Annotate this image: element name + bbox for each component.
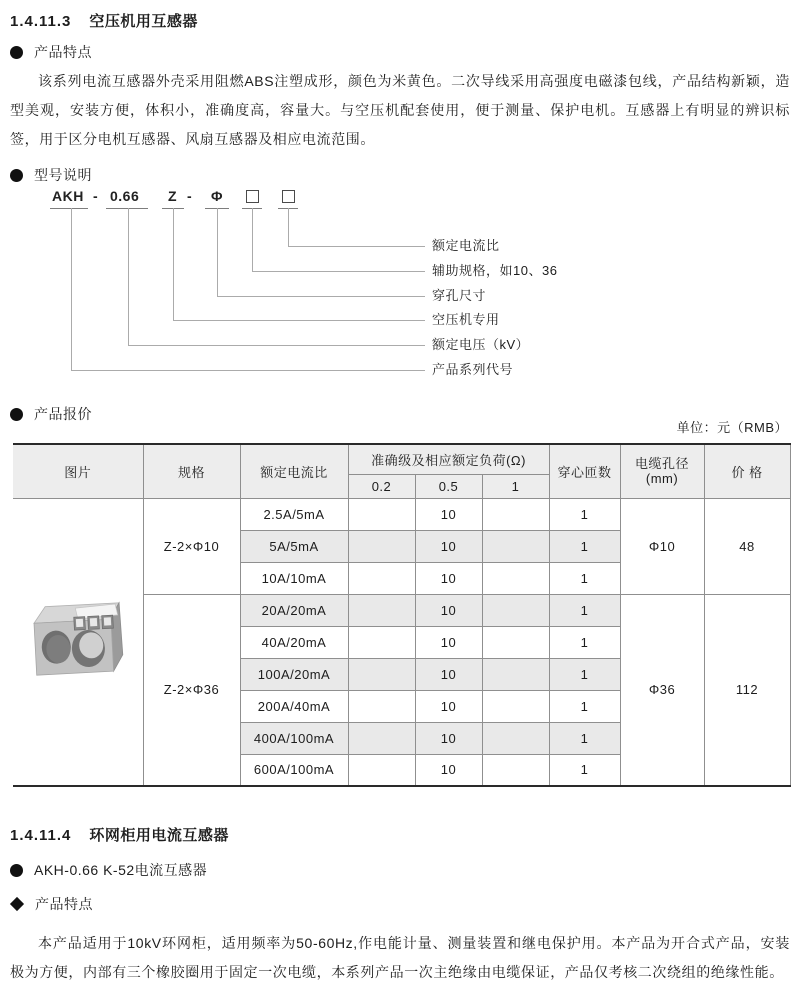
section2-title [10,827,790,845]
section1-title [10,13,790,31]
features-heading: 产品特点 [34,44,92,60]
col-header-acc-0.5: 0.5 [415,474,482,498]
ratio-cell: 600A/100mA [240,754,348,786]
features2-heading: 产品特点 [35,896,93,912]
acc1-cell [482,530,549,562]
spec-cell: Z-2×Φ36 [143,594,240,786]
turns-cell: 1 [549,690,620,722]
unit-note: 单位：元（RMB） [676,420,788,435]
model-voltage-code: 0.66 [110,188,140,204]
col-header-acc-1: 1 [482,474,549,498]
turns-cell: 1 [549,498,620,530]
acc05-cell: 10 [415,594,482,626]
ratio-cell: 20A/20mA [240,594,348,626]
cable-hole-cell: Φ36 [620,594,704,786]
acc02-cell [348,722,415,754]
cable-hole-cell: Φ10 [620,498,704,594]
acc02-cell [348,594,415,626]
col-header-spec: 规格 [143,444,240,498]
section1-number: 1.4.11.3 [10,13,72,30]
acc02-cell [348,754,415,786]
acc05-cell: 10 [415,722,482,754]
product-heading: AKH-0.66 K-52电流互感器 [34,862,208,878]
diamond-bullet-icon [10,897,24,911]
col-header-picture: 图片 [13,444,143,498]
diagram-lines [0,186,800,382]
pricing-heading-row [10,404,790,436]
acc05-cell: 10 [415,754,482,786]
turns-cell: 1 [549,754,620,786]
turns-cell: 1 [549,722,620,754]
price-table [13,443,791,787]
acc05-cell: 10 [415,690,482,722]
acc05-cell: 10 [415,498,482,530]
features2-paragraph: 本产品适用于10kV环网柜，适用频率为50-60Hz,作电能计量、测量装置和继电保护用。本产品为开合式产品，安装极为方便，内部有三个橡胶圈用于固定一次电缆，本系列产品一次主绝缘由电缆保证，产品仅考核二次绕组的绝缘性能。 [10,935,790,980]
model-heading: 型号说明 [34,167,92,183]
pricing-heading-bullet [10,404,92,424]
acc02-cell [348,626,415,658]
acc05-cell: 10 [415,562,482,594]
section2-title-text: 环网柜用电流互感器 [89,827,229,844]
cable-hole-label-line2: (mm) [645,471,679,487]
acc02-cell [348,658,415,690]
circle-bullet-icon [10,169,23,182]
model-series-code: AKH [52,188,84,204]
ratio-cell: 2.5A/5mA [240,498,348,530]
table-header-row [13,444,790,474]
col-header-acc-0.2: 0.2 [348,474,415,498]
table-row [13,498,790,530]
circle-bullet-icon [10,46,23,59]
acc05-cell: 10 [415,530,482,562]
price-cell: 48 [704,498,790,594]
circle-bullet-icon [10,864,23,877]
cable-hole-label-line1: 电缆孔径 [635,456,690,472]
features-heading-row [10,43,790,61]
turns-cell: 1 [549,626,620,658]
features2-heading-row [10,895,790,913]
diagram-label-hole-size: 穿孔尺寸 [432,288,487,303]
section1-title-text: 空压机用互感器 [89,13,198,30]
col-header-price: 价 格 [704,444,790,498]
col-header-cable-hole [620,444,704,498]
price-cell: 112 [704,594,790,786]
acc1-cell [482,498,549,530]
ratio-cell: 400A/100mA [240,722,348,754]
diagram-label-series-code: 产品系列代号 [432,362,514,377]
acc02-cell [348,530,415,562]
acc1-cell [482,690,549,722]
acc1-cell [482,594,549,626]
model-dash: - [93,188,99,204]
diagram-label-rated-current-ratio: 额定电流比 [432,238,500,253]
model-placeholder-box-2 [282,190,295,203]
model-heading-row [10,166,790,184]
turns-cell: 1 [549,530,620,562]
acc1-cell [482,562,549,594]
acc02-cell [348,690,415,722]
model-type-code: Z [168,188,178,204]
ratio-cell: 5A/5mA [240,530,348,562]
col-header-turns: 穿心匝数 [549,444,620,498]
acc1-cell [482,658,549,690]
turns-cell: 1 [549,562,620,594]
pricing-heading: 产品报价 [34,406,92,422]
acc1-cell [482,722,549,754]
acc05-cell: 10 [415,658,482,690]
acc02-cell [348,562,415,594]
model-placeholder-box-1 [246,190,259,203]
acc1-cell [482,754,549,786]
product-photo-cell [13,498,143,786]
turns-cell: 1 [549,658,620,690]
product-heading-row [10,861,790,879]
ratio-cell: 10A/10mA [240,562,348,594]
diagram-label-rated-voltage: 额定电压（kV） [432,337,530,352]
acc1-cell [482,626,549,658]
circle-bullet-icon [10,408,23,421]
diagram-label-aux-spec: 辅助规格，如10、36 [432,263,558,278]
col-header-accuracy-group: 准确级及相应额定负荷(Ω) [348,444,549,474]
model-dash: - [187,188,193,204]
ratio-cell: 100A/20mA [240,658,348,690]
model-designation-diagram [0,186,800,382]
spec-cell: Z-2×Φ10 [143,498,240,594]
current-transformer-photo [25,591,131,689]
model-phi-code: Φ [211,188,223,204]
turns-cell: 1 [549,594,620,626]
col-header-ratio: 额定电流比 [240,444,348,498]
diagram-label-compressor-use: 空压机专用 [432,312,500,327]
acc05-cell: 10 [415,626,482,658]
features-paragraph: 该系列电流互感器外壳采用阻燃ABS注塑成形，颜色为米黄色。二次导线采用高强度电磁漆包线，产品结构新颖，造型美观，安装方便，体积小，准确度高，容量大。与空压机配套使用，便于测量、保护电机。互感器上有明显的辨识标签，用于区分电机互感器、风扇互感器及相应电流范围。 [10,73,790,147]
section2-number: 1.4.11.4 [10,827,72,844]
ratio-cell: 40A/20mA [240,626,348,658]
acc02-cell [348,498,415,530]
ratio-cell: 200A/40mA [240,690,348,722]
